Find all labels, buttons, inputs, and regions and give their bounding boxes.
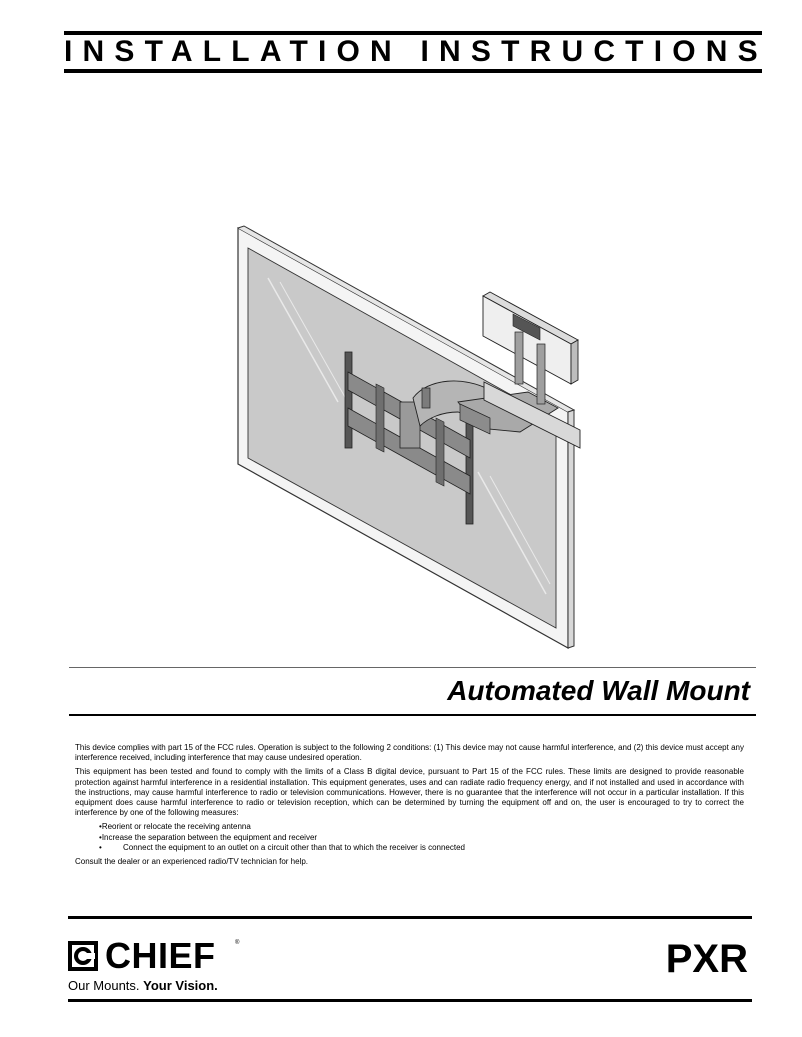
- fcc-measures-list: [75, 822, 744, 853]
- chief-logo: [68, 937, 288, 995]
- header-title: INSTALLATION INSTRUCTIONS: [64, 35, 768, 68]
- tagline-regular: Our Mounts.: [68, 978, 144, 993]
- title-bottom-rule: [69, 714, 756, 716]
- title-top-rule: [69, 667, 756, 668]
- chief-logo-mark-icon: [68, 941, 98, 971]
- footer-bottom-rule: [68, 999, 752, 1002]
- tagline-bold: Your Vision.: [143, 978, 218, 993]
- brand-tagline: [68, 978, 218, 994]
- model-number: PXR: [665, 937, 748, 981]
- registered-mark: ®: [235, 940, 240, 946]
- fcc-paragraph-1: This device complies with part 15 of the FCC rules. Operation is subject to the following 2 conditions: (1) This device may not cause harmful interference, and (2) this device must accept any interference received, including interference that may cause undesired operation.: [75, 743, 744, 763]
- list-item: • Connect the equipment to an outlet on a circuit other than that to which the receiver is connected: [99, 843, 744, 853]
- list-item: • Reorient or relocate the receiving antenna: [99, 822, 744, 832]
- list-item: • Increase the separation between the equipment and receiver: [99, 833, 744, 843]
- fcc-compliance-statement: [75, 743, 744, 871]
- header-bottom-rule: [64, 69, 762, 73]
- fcc-paragraph-2: This equipment has been tested and found to comply with the limits of a Class B digital device, pursuant to Part 15 of the FCC rules. These limits are designed to provide reasonable protection against harmful interference in a residential installation. This equipment generates, uses and can radiate radio frequency energy, and if not installed and used in accordance with the instructions, may cause harmful interference to radio or television communications. However, there is no guarantee that the interference will not occur in a particular installation. If this equipment does cause harmful interference to radio or television reception, which can be determined by turning the equipment off and on, the user is encouraged to try to correct the interference by one of the following measures:: [75, 767, 744, 818]
- product-title: Automated Wall Mount: [447, 675, 750, 706]
- footer-top-rule: [68, 916, 752, 919]
- product-illustration: [228, 222, 588, 652]
- brand-name: CHIEF: [105, 935, 216, 976]
- fcc-closing: Consult the dealer or an experienced radio/TV technician for help.: [75, 857, 309, 867]
